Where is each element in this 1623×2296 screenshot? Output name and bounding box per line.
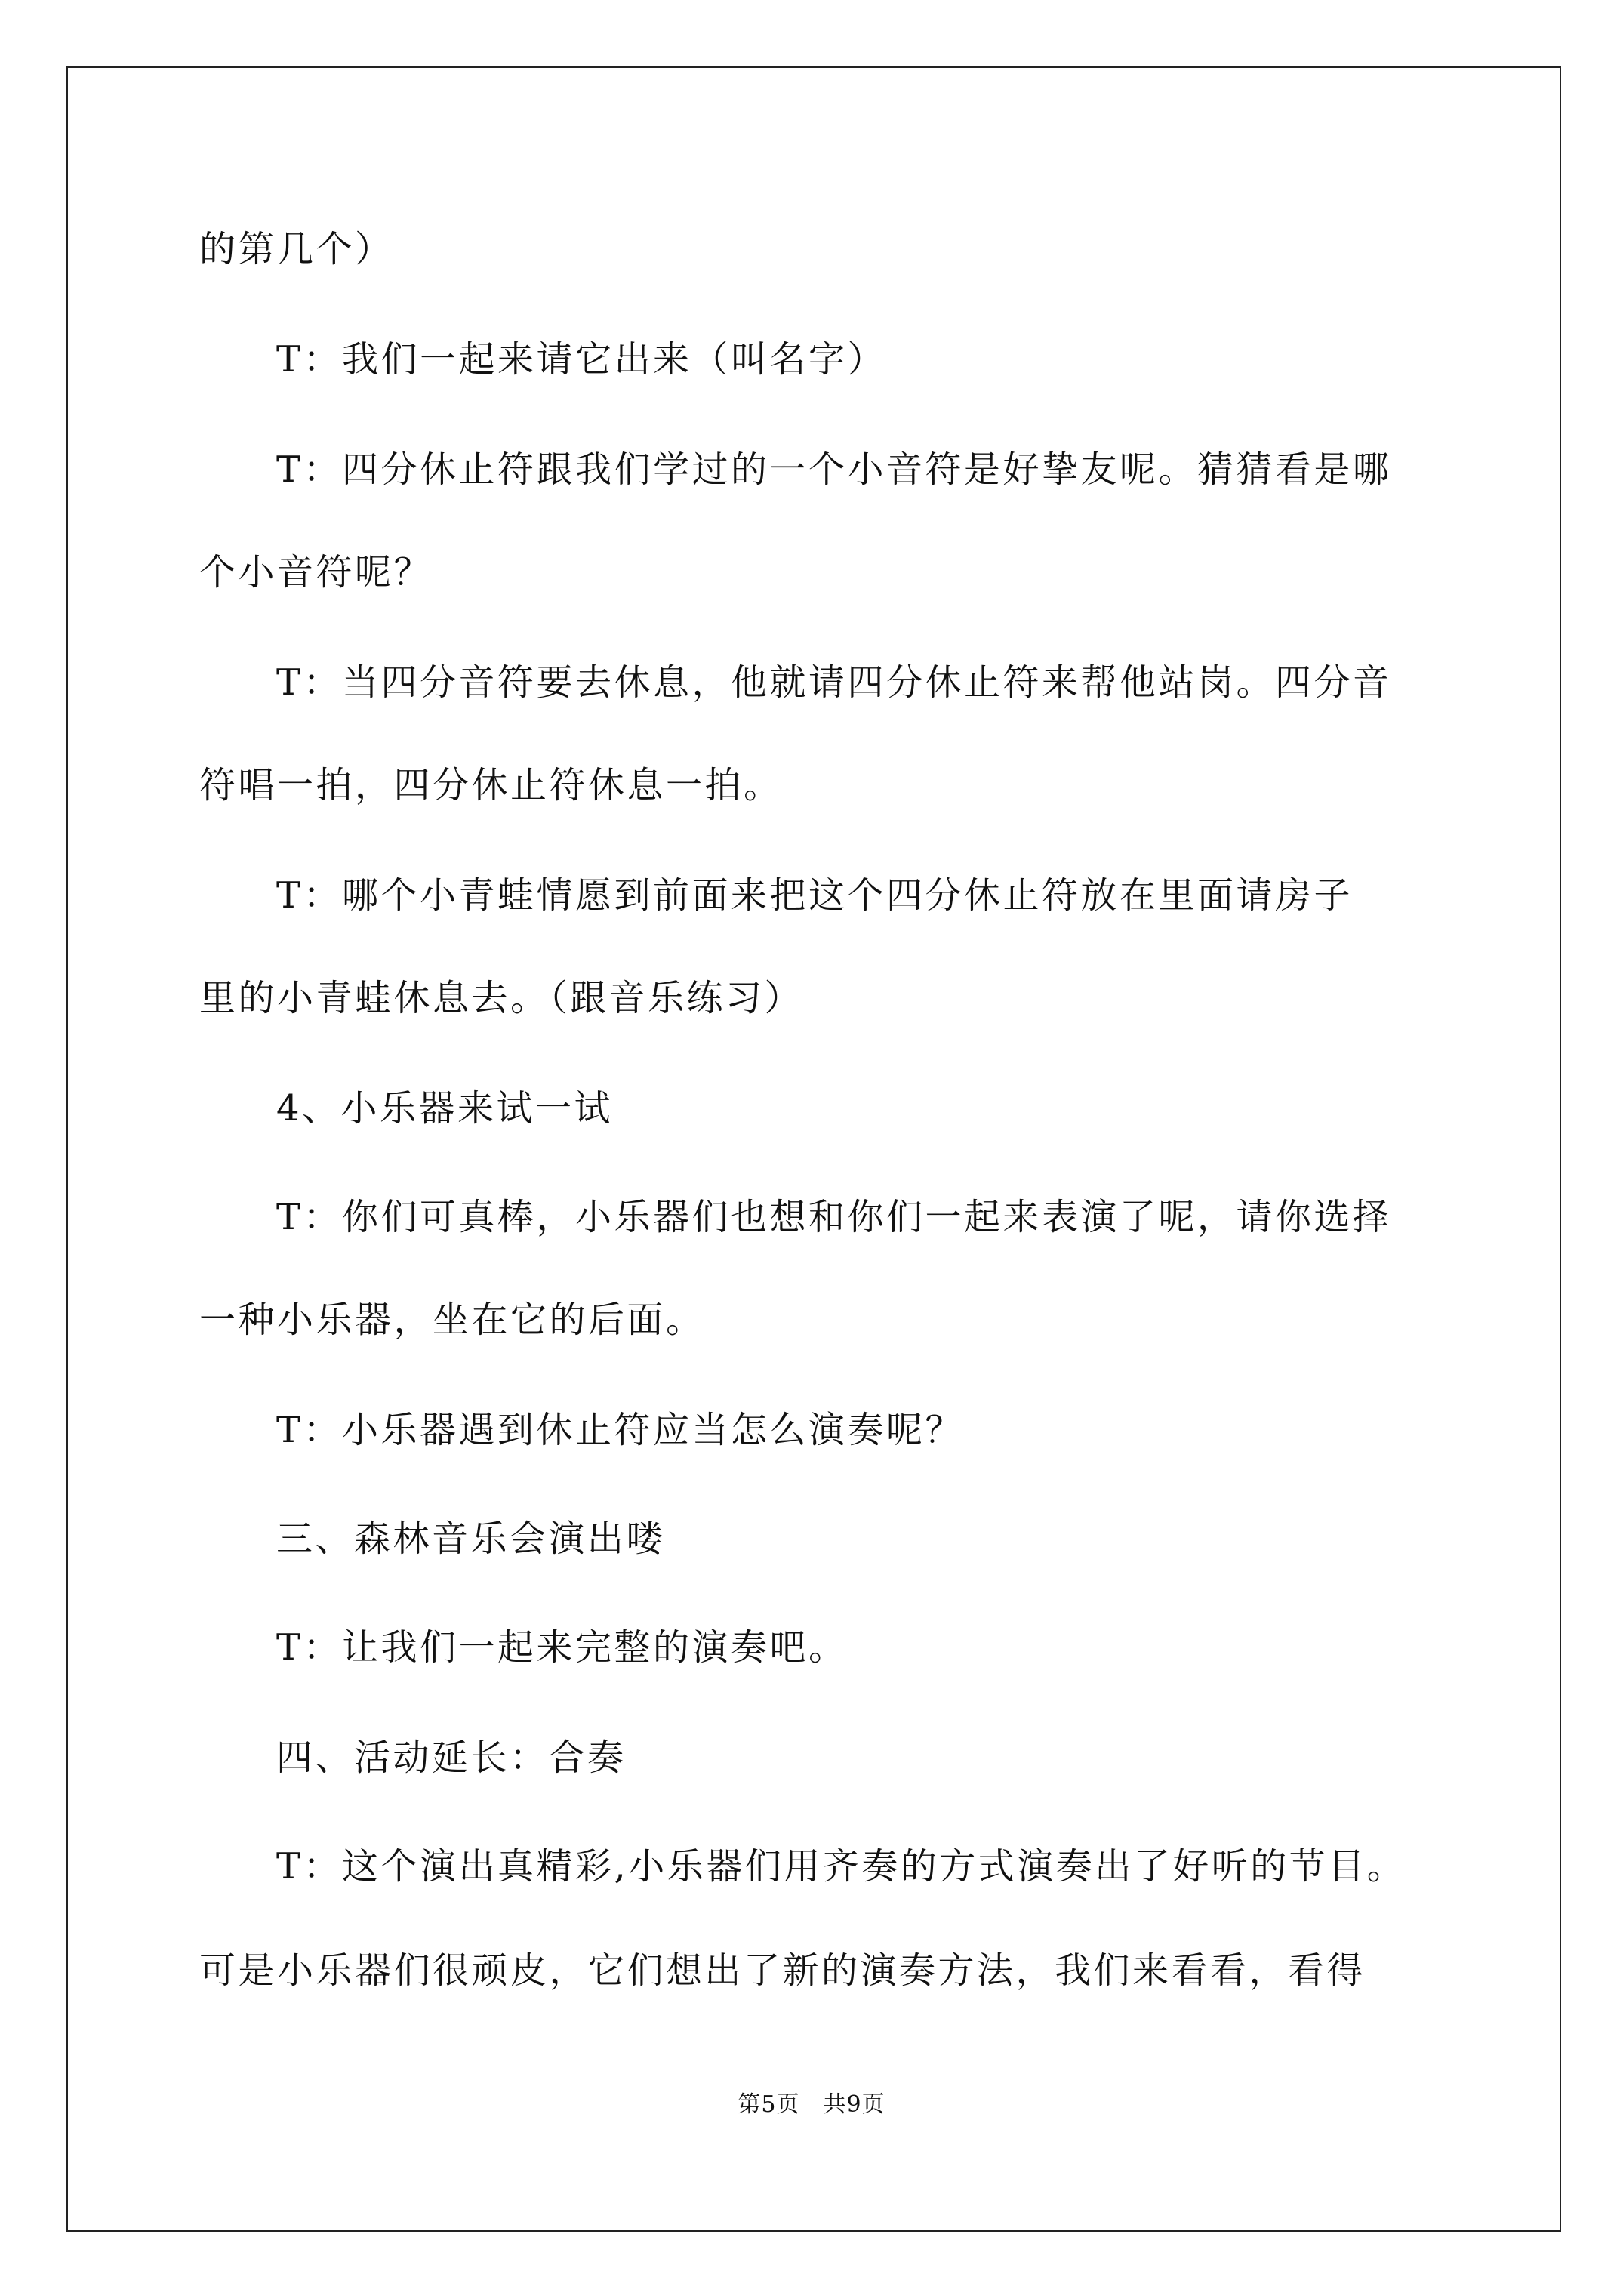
text-line-15: 四、活动延长：合奏 <box>276 1737 627 1779</box>
text-line-11: 一种小乐器，坐在它的后面。 <box>199 1299 705 1341</box>
text-line-16: T：这个演出真精彩,小乐器们用齐奏的方式演奏出了好听的节目。 <box>276 1845 1406 1888</box>
text-line-12: T：小乐器遇到休止符应当怎么演奏呢？ <box>276 1409 965 1451</box>
text-line-5: T：当四分音符要去休息，他就请四分休止符来帮他站岗。四分音 <box>276 661 1392 704</box>
page-border <box>66 66 1561 2232</box>
text-line-7: T：哪个小青蛙情愿到前面来把这个四分休止符放在里面请房子 <box>276 874 1354 917</box>
text-line-3: T：四分休止符跟我们学过的一个小音符是好挚友呢。猜猜看是哪 <box>276 448 1392 491</box>
text-line-6: 符唱一拍，四分休止符休息一拍。 <box>199 764 783 806</box>
text-line-9: 4、小乐器来试一试 <box>276 1087 614 1130</box>
text-line-14: T：让我们一起来完整的演奏吧。 <box>276 1626 848 1669</box>
text-line-17: 可是小乐器们很顽皮，它们想出了新的演奏方法，我们来看看，看得 <box>199 1949 1366 1992</box>
text-line-2: T：我们一起来请它出来（叫名字） <box>276 338 887 381</box>
text-line-8: 里的小青蛙休息去。（跟音乐练习） <box>199 977 804 1019</box>
text-line-1: 的第几个） <box>199 228 394 270</box>
text-line-13: 三、森林音乐会演出喽 <box>276 1518 666 1560</box>
page-number-footer: 第5页 共9页 <box>738 2091 885 2118</box>
text-line-4: 个小音符呢？ <box>199 551 433 593</box>
text-line-10: T：你们可真棒，小乐器们也想和你们一起来表演了呢，请你选择 <box>276 1196 1392 1238</box>
